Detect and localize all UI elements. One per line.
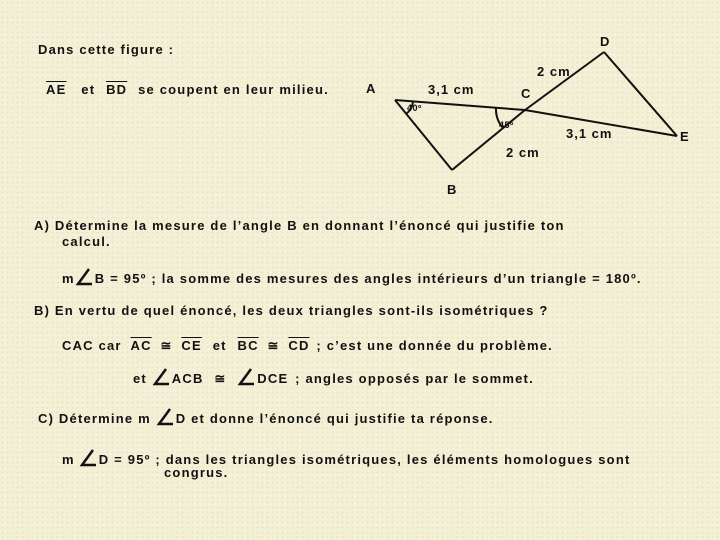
angle-acb: ACB: [171, 371, 204, 386]
intro-and: et: [81, 82, 96, 97]
part-c-question-prefix: C) Détermine m: [38, 411, 151, 426]
part-b-reason1: ; c’est une donnée du problème.: [316, 338, 553, 353]
intro-title: Dans cette figure :: [38, 42, 175, 57]
point-c-label: C: [521, 86, 532, 101]
part-a-answer: [62, 268, 642, 286]
angle-icon: [75, 268, 93, 286]
part-c-question: [38, 408, 494, 426]
part-a-answer-prefix: m: [62, 271, 75, 286]
segment-ce: $\overline{CE}$: [181, 338, 202, 353]
angle-dce: DCE: [257, 371, 289, 386]
point-e-label: E: [680, 129, 690, 144]
part-a-question-line2: calcul.: [62, 234, 111, 249]
segment-b-c: [452, 110, 525, 170]
congruent-symbol: ≅: [267, 338, 280, 353]
segment-a-b: [395, 100, 452, 170]
part-c-answer-line1-text: D = 95º ; dans les triangles isométriques, les éléments homologues sont: [98, 452, 631, 467]
part-c-question-rest: D et donne l’énoncé qui justifie ta réponse.: [175, 411, 494, 426]
angle-icon: [79, 449, 97, 467]
part-b-answer-line1: [62, 338, 553, 353]
angle-icon: [152, 368, 170, 386]
part-b-answer-line2: [133, 368, 534, 386]
angle-icon: [237, 368, 255, 386]
intro-rest: se coupent en leur milieu.: [138, 82, 329, 97]
length-cd-label: 2 cm: [537, 64, 571, 79]
segment-ac: $\overline{AC}$: [130, 338, 152, 353]
segment-bc: $\overline{BC}$: [237, 338, 259, 353]
congruent-symbol: ≅: [160, 338, 173, 353]
part-a-question-line1: A) Détermine la mesure de l’angle B en donnant l’énoncé qui justifie ton: [34, 218, 565, 233]
point-a-label: A: [366, 81, 377, 96]
part-b-and: et: [212, 338, 227, 353]
part-b-case: CAC car: [62, 338, 122, 353]
segment-ae: $\overline{AE}$: [46, 82, 67, 97]
part-b-and2: et: [133, 371, 147, 386]
part-b-reason2: ; angles opposés par le sommet.: [295, 371, 534, 386]
length-ac-label: 3,1 cm: [428, 82, 475, 97]
part-c-answer-line1: [62, 449, 631, 467]
angle-c-label: 45º: [499, 120, 514, 130]
length-bc-label: 2 cm: [506, 145, 540, 160]
segment-cd: $\overline{CD}$: [288, 338, 310, 353]
part-c-answer-prefix: m: [62, 452, 75, 467]
segment-bd: $\overline{BD}$: [106, 82, 128, 97]
point-d-label: D: [600, 34, 611, 49]
part-c-answer-line2: congrus.: [164, 465, 229, 480]
point-b-label: B: [447, 182, 458, 197]
segment-c-d: [525, 52, 604, 110]
part-a-answer-rest: B = 95º ; la somme des mesures des angles intérieurs d’un triangle = 180º.: [94, 271, 642, 286]
segment-d-e: [604, 52, 677, 136]
angle-a-label: 40º: [407, 103, 422, 113]
part-b-question: B) En vertu de quel énoncé, les deux triangles sont-ils isométriques ?: [34, 303, 549, 318]
angle-icon: [156, 408, 174, 426]
congruent-symbol: ≅: [214, 371, 227, 386]
length-ce-label: 3,1 cm: [566, 126, 613, 141]
